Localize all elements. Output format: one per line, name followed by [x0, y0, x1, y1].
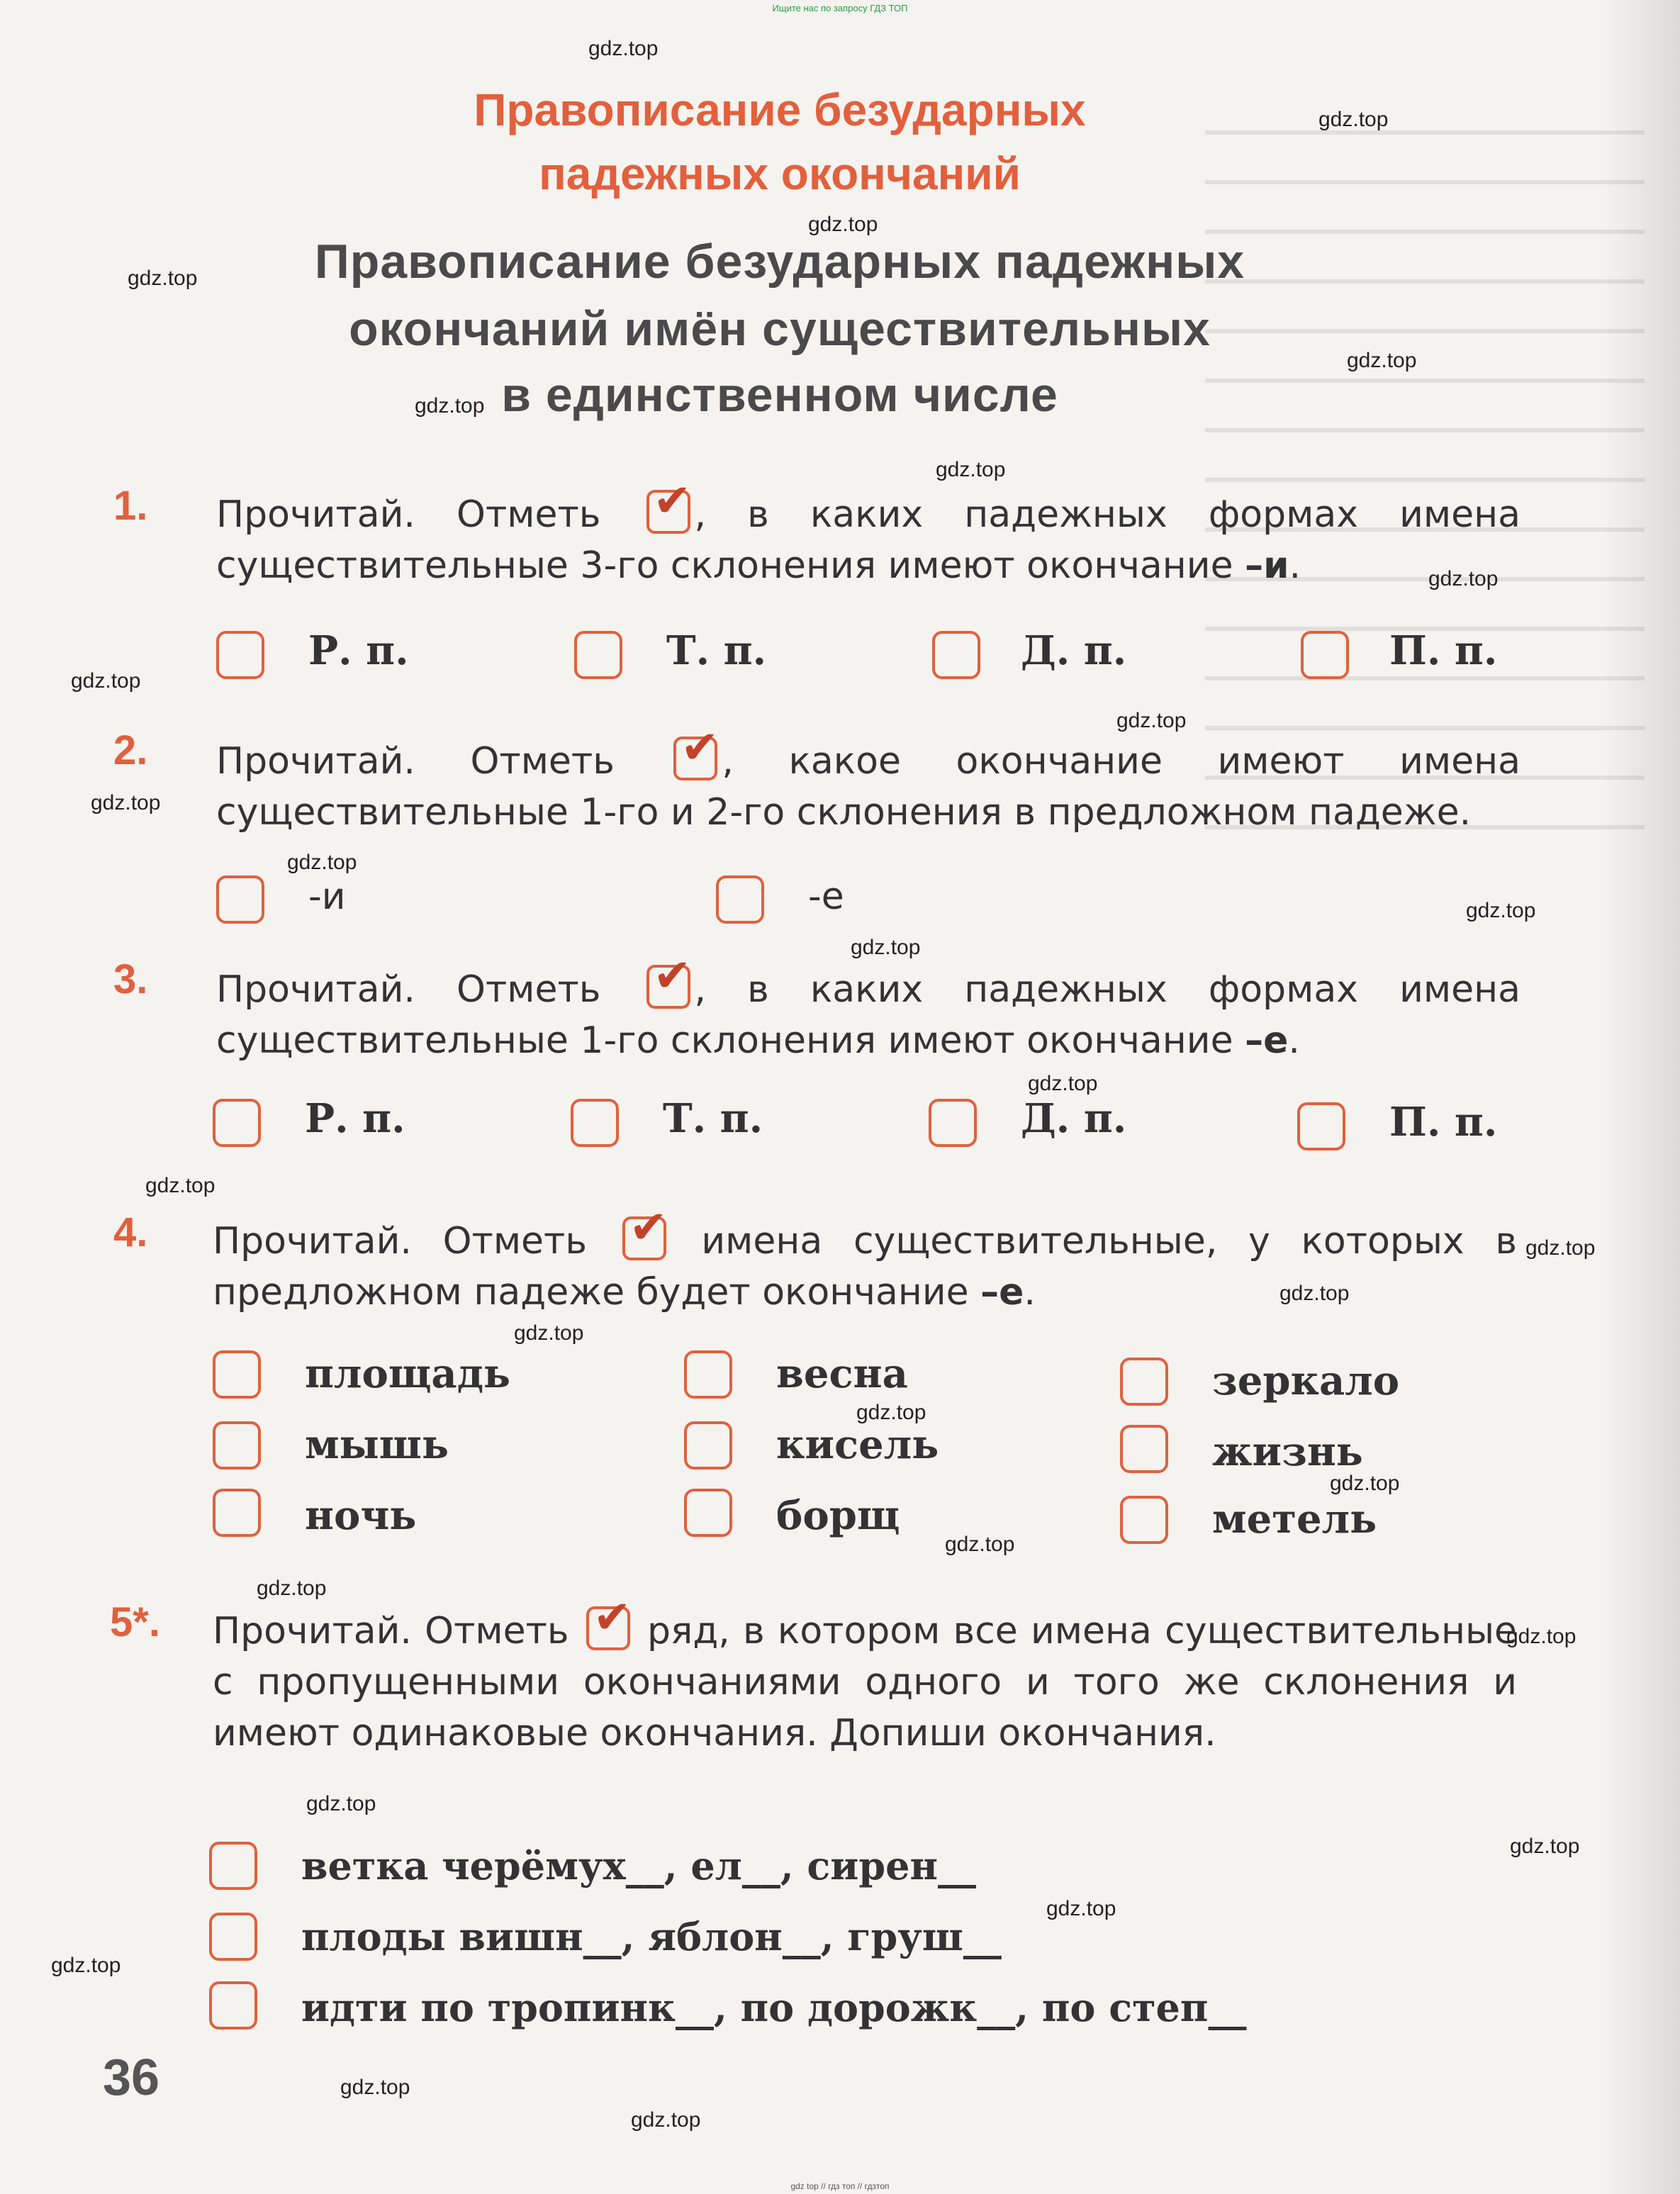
task-4-word-3: зеркало	[1212, 1358, 1400, 1404]
checkmark-icon: ✔	[629, 1202, 668, 1254]
header-note: Ищите нас по запросу ГДЗ ТОП	[772, 3, 908, 13]
task-3-option-2: Т. п.	[663, 1095, 763, 1142]
task-3-text-c: .	[1288, 1019, 1300, 1062]
page-title-line-1: Правописание безударных	[474, 84, 1086, 135]
task-5-text-a: Прочитай. Отметь	[213, 1610, 569, 1652]
task-5-row-1: ветка черёмух__, ел__, сирен__	[301, 1843, 976, 1888]
task-1-text-b: , в каких падежных формах имена существительные 3-го склонения имеют окончание	[216, 493, 1521, 587]
task-4-word-8: борщ	[776, 1492, 900, 1539]
watermark: gdz.top	[1028, 1072, 1098, 1095]
watermark: gdz.top	[287, 851, 357, 874]
watermark: gdz.top	[1525, 1236, 1596, 1260]
watermark: gdz.top	[340, 2076, 410, 2099]
watermark: gdz.top	[808, 213, 878, 236]
task-4-word-2: весна	[776, 1350, 908, 1397]
task-1-checkbox-2[interactable]	[574, 631, 622, 679]
watermark: gdz.top	[856, 1401, 926, 1424]
task-4-number: 4.	[113, 1209, 148, 1255]
watermark: gdz.top	[71, 669, 141, 693]
checkmark-icon: ✔	[653, 950, 692, 1002]
watermark: gdz.top	[1510, 1835, 1580, 1858]
task-2-checkbox-1[interactable]	[216, 875, 264, 924]
page-number: 36	[103, 2049, 160, 2106]
task-1-text-c: .	[1289, 544, 1301, 587]
task-3-text-a: Прочитай. Отметь	[216, 968, 601, 1011]
watermark: gdz.top	[415, 394, 485, 418]
watermark: gdz.top	[1330, 1472, 1400, 1495]
task-4-checkbox-6[interactable]	[1120, 1425, 1168, 1473]
task-5-text-b: ряд, в котором все имена существительные с пропущенными окончаниями одного и того же склонения и имеют одинаковые окончания. Допиши окончания.	[213, 1610, 1517, 1754]
task-4-word-7: ночь	[305, 1492, 417, 1539]
checkmark-icon: ✔	[593, 1591, 632, 1644]
watermark: gdz.top	[1428, 567, 1499, 591]
page-fold-shadow	[1602, 0, 1680, 2194]
checkmark-icon: ✔	[681, 722, 719, 774]
task-1-text	[216, 475, 1521, 591]
watermark: gdz.top	[588, 37, 659, 60]
task-2-text-b: , какое окончание имеют имена существительные 1-го и 2-го склонения в предложном падеже.	[216, 740, 1521, 834]
task-2-option-2: -е	[808, 875, 844, 918]
task-3-checkbox-4[interactable]	[1297, 1102, 1345, 1151]
task-3-text-b: , в каких падежных формах имена существительные 1-го склонения имеют окончание	[216, 968, 1521, 1062]
task-1-ending: –и	[1245, 544, 1289, 587]
task-4-ending: –е	[980, 1271, 1024, 1314]
check-sample-box	[673, 722, 719, 780]
task-3-text	[216, 950, 1521, 1066]
task-1-text-a: Прочитай. Отметь	[216, 493, 601, 536]
task-4-text-c: .	[1024, 1271, 1036, 1314]
task-1-number: 1.	[113, 483, 148, 529]
watermark: gdz.top	[936, 458, 1006, 481]
watermark: gdz.top	[851, 936, 921, 959]
task-5-row-3: идти по тропинк__, по дорожк__, по степ__	[301, 1985, 1247, 2030]
task-5-checkbox-2[interactable]	[209, 1913, 257, 1961]
task-1-checkbox-3[interactable]	[932, 631, 980, 679]
watermark: gdz.top	[257, 1577, 327, 1600]
task-4-checkbox-1[interactable]	[213, 1350, 261, 1399]
task-2-number: 2.	[113, 727, 148, 773]
task-1-option-1: Р. п.	[308, 627, 409, 674]
task-1-option-4: П. п.	[1389, 627, 1498, 674]
task-2-text	[216, 722, 1521, 838]
watermark: gdz.top	[514, 1321, 584, 1345]
section-subtitle-line-2: окончаний имён существительных	[349, 302, 1211, 356]
task-3-checkbox-1[interactable]	[213, 1099, 261, 1147]
watermark: gdz.top	[91, 791, 161, 815]
task-3-checkbox-2[interactable]	[571, 1099, 619, 1147]
watermark: gdz.top	[1279, 1282, 1350, 1305]
task-5-row-2: плоды вишн__, яблон__, груш__	[301, 1914, 1002, 1959]
watermark: gdz.top	[306, 1792, 376, 1815]
task-4-checkbox-2[interactable]	[684, 1350, 732, 1399]
task-4-word-9: метель	[1212, 1496, 1377, 1543]
check-sample-box	[646, 950, 692, 1009]
task-1-checkbox-4[interactable]	[1301, 631, 1349, 679]
task-5-number: 5*.	[110, 1599, 160, 1645]
watermark: gdz.top	[1046, 1897, 1116, 1920]
task-4-word-6: жизнь	[1212, 1428, 1363, 1475]
task-5-checkbox-1[interactable]	[209, 1842, 257, 1890]
task-1-checkbox-1[interactable]	[216, 631, 264, 679]
task-5-text	[213, 1591, 1517, 1759]
watermark: gdz.top	[1318, 108, 1389, 131]
footer-note: gdz top // гдз топ // гдзтоп	[790, 2181, 890, 2191]
watermark: gdz.top	[145, 1174, 215, 1197]
task-4-text-b: имена существительные, у которых в предложном падеже будет окончание	[213, 1220, 1518, 1314]
task-4-word-4: мышь	[305, 1421, 449, 1468]
section-subtitle-line-1: Правописание безударных падежных	[314, 235, 1245, 289]
check-sample-box	[646, 475, 692, 534]
page-title-line-2: падежных окончаний	[539, 148, 1021, 199]
task-4-checkbox-9[interactable]	[1120, 1496, 1168, 1544]
task-3-option-3: Д. п.	[1021, 1095, 1127, 1142]
watermark: gdz.top	[128, 267, 198, 290]
check-sample-box	[622, 1202, 668, 1260]
task-3-checkbox-3[interactable]	[929, 1099, 977, 1147]
task-3-option-4: П. п.	[1389, 1099, 1498, 1146]
watermark: gdz.top	[51, 1954, 121, 1977]
watermark: gdz.top	[631, 2108, 701, 2132]
watermark: gdz.top	[1347, 349, 1417, 372]
task-4-checkbox-3[interactable]	[1120, 1358, 1168, 1406]
task-4-word-5: кисель	[776, 1421, 939, 1468]
task-4-word-1: площадь	[305, 1350, 511, 1397]
task-3-option-1: Р. п.	[305, 1095, 405, 1142]
task-4-text-a: Прочитай. Отметь	[213, 1220, 587, 1263]
check-sample-box	[586, 1591, 632, 1650]
watermark: gdz.top	[945, 1533, 1015, 1556]
task-3-number: 3.	[113, 956, 148, 1002]
task-2-option-1: -и	[308, 875, 346, 918]
section-subtitle-line-3: в единственном числе	[501, 368, 1058, 422]
task-1-option-3: Д. п.	[1021, 627, 1127, 674]
task-4-checkbox-4[interactable]	[213, 1421, 261, 1470]
watermark: gdz.top	[1506, 1625, 1577, 1648]
watermark: gdz.top	[1466, 899, 1536, 922]
task-5-checkbox-3[interactable]	[209, 1981, 257, 2030]
task-3-ending: –е	[1245, 1019, 1289, 1062]
task-2-checkbox-2[interactable]	[716, 875, 764, 924]
task-4-checkbox-5[interactable]	[684, 1421, 732, 1470]
checkmark-icon: ✔	[653, 475, 692, 527]
task-1-option-2: Т. п.	[666, 627, 767, 674]
task-4-checkbox-8[interactable]	[684, 1489, 732, 1537]
task-2-text-a: Прочитай. Отметь	[216, 740, 615, 783]
task-4-checkbox-7[interactable]	[213, 1489, 261, 1537]
watermark: gdz.top	[1116, 709, 1187, 732]
